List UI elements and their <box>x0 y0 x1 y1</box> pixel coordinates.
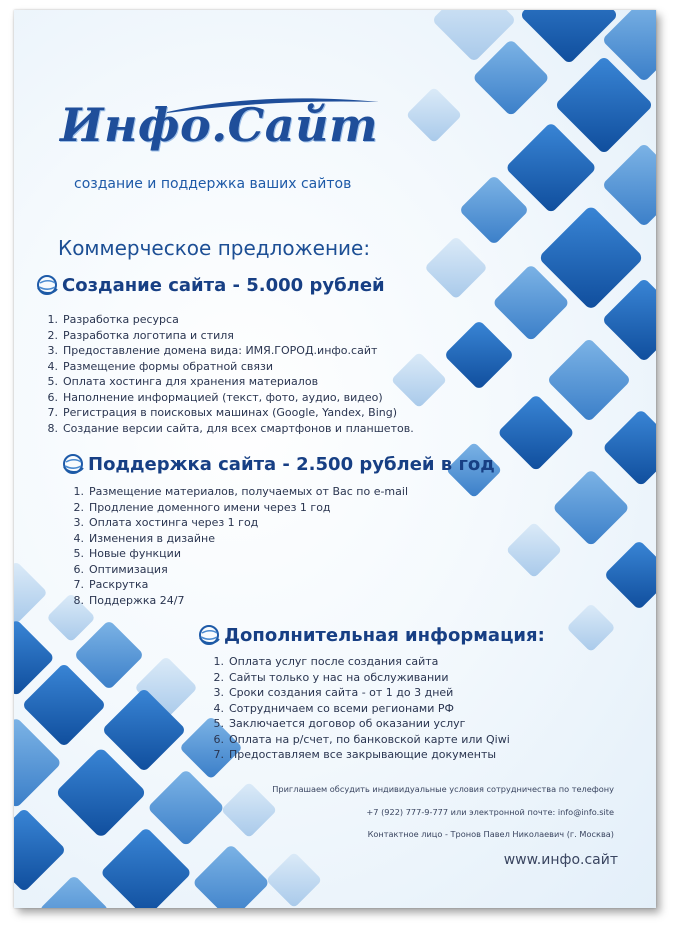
list-item: 8. Создание версии сайта, для всех смартфонов и планшетов. <box>47 421 414 435</box>
section-title-text: Поддержка сайта - 2.500 рублей в год <box>88 453 495 475</box>
contact-invite: Приглашаем обсудить индивидуальные условия сотрудничества по телефону <box>272 784 614 794</box>
globe-icon <box>62 453 84 475</box>
list-item: 7. Регистрация в поисковых машинах (Google, Yandex, Bing) <box>47 406 397 419</box>
section-title-text: Дополнительная информация: <box>224 624 545 646</box>
list-item: 5. Оплата хостинга для хранения материалов <box>47 375 319 388</box>
globe-icon <box>198 624 220 646</box>
support-list <box>66 484 408 608</box>
list-item: 6. Оплата на р/счет, по банковской карте или Qiwi <box>213 732 510 746</box>
list-item: 7. Раскрутка <box>73 578 149 591</box>
list-item: 1. Разработка ресурса <box>47 313 179 326</box>
list-item: 2. Разработка логотипа и стиля <box>47 328 234 342</box>
list-item: 5. Заключается договор об оказании услуг <box>213 717 466 730</box>
section-title-text: Создание сайта - 5.000 рублей <box>62 274 385 296</box>
list-item: 1. Размещение материалов, получаемых от Вас по e-mail <box>73 485 408 498</box>
list-item: 8. Поддержка 24/7 <box>73 593 185 607</box>
section-title-creation <box>36 274 385 296</box>
logo-title: Инфо.Сайт <box>60 98 379 152</box>
list-item: 2. Продление доменного имени через 1 год <box>73 500 331 514</box>
globe-icon <box>36 274 58 296</box>
list-item: 1. Оплата услуг после создания сайта <box>213 655 439 668</box>
flyer-sheet <box>14 10 656 908</box>
additional-list <box>206 654 510 763</box>
list-item: 3. Сроки создания сайта - от 1 до 3 дней <box>213 686 454 699</box>
contact-phone-email: +7 (922) 777-9-777 или электронной почте: info@info.site <box>366 807 614 817</box>
contact-person: Контактное лицо - Тронов Павел Николаевич (г. Москва) <box>367 829 614 839</box>
list-item: 5. Новые функции <box>73 547 181 560</box>
list-item: 2. Сайты только у нас на обслуживании <box>213 670 449 684</box>
section-title-additional <box>198 624 545 646</box>
section-title-support <box>62 453 495 475</box>
list-item: 4. Сотрудничаем со всеми регионами РФ <box>213 701 454 715</box>
creation-list <box>40 312 414 436</box>
offer-heading: Коммерческое предложение: <box>58 236 371 260</box>
list-item: 4. Размещение формы обратной связи <box>47 359 273 373</box>
list-item: 7. Предоставляем все закрывающие документы <box>213 748 497 761</box>
list-item: 6. Наполнение информацией (текст, фото, аудио, видео) <box>47 390 383 404</box>
list-item: 3. Предоставление домена вида: ИМЯ.ГОРОД.инфо.сайт <box>47 344 378 357</box>
website-url: www.инфо.сайт <box>503 852 618 868</box>
list-item: 4. Изменения в дизайне <box>73 531 215 545</box>
logo-subtitle: создание и поддержка ваших сайтов <box>74 176 352 192</box>
list-item: 3. Оплата хостинга через 1 год <box>73 516 259 529</box>
list-item: 6. Оптимизация <box>73 562 168 576</box>
